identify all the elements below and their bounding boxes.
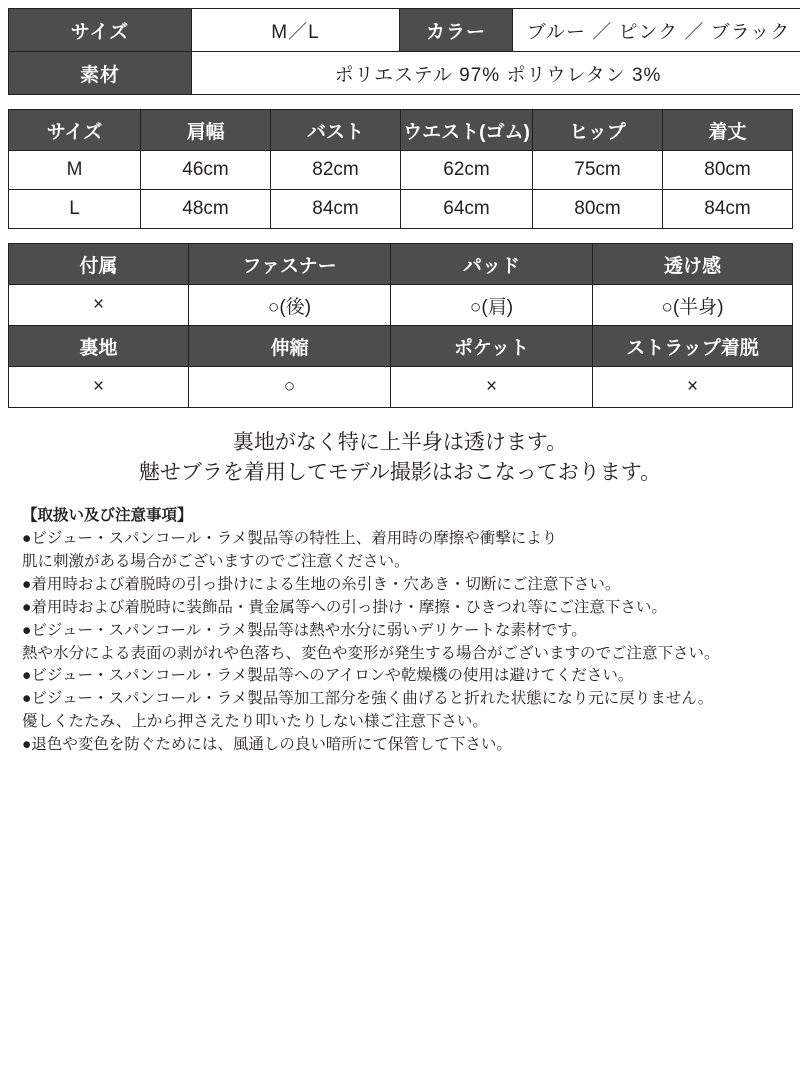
care-instruction-line: 優しくたたみ、上から押さえたり叩いたりしない様ご注意下さい。 <box>22 713 488 731</box>
feature-value-cell: ○(半身) <box>593 285 793 326</box>
feature-value-cell: × <box>593 367 793 408</box>
size-chart-table <box>8 109 793 229</box>
care-instruction-line: 肌に刺激がある場合がございますのでご注意ください。 <box>22 552 410 570</box>
size-chart-cell: 48cm <box>141 190 271 229</box>
table-row <box>9 285 793 326</box>
feature-header-cell: ポケット <box>391 326 593 367</box>
table-row <box>9 151 793 190</box>
feature-header-row <box>9 326 793 367</box>
size-chart-header-row <box>9 110 793 151</box>
care-instructions <box>8 505 792 757</box>
table-row <box>9 52 800 95</box>
size-chart-header-cell: 着丈 <box>663 110 793 151</box>
feature-value-cell: ○ <box>189 367 391 408</box>
size-chart-cell: L <box>9 190 141 229</box>
spec-label-material: 素材 <box>9 52 192 95</box>
size-chart-cell: 84cm <box>271 190 401 229</box>
care-instruction-line: ●ビジュー・スパンコール・ラメ製品等へのアイロンや乾燥機の使用は避けてください。 <box>22 667 634 685</box>
care-instruction-line: ●着用時および着脱時に装飾品・貴金属等への引っ掛け・摩擦・ひきつれ等にご注意下さい。 <box>22 598 667 616</box>
care-instruction-line: ●ビジュー・スパンコール・ラメ製品等の特性上、着用時の摩擦や衝撃により <box>22 529 558 547</box>
feature-value-cell: × <box>9 285 189 326</box>
size-chart-header-cell: ウエスト(ゴム) <box>401 110 533 151</box>
size-chart-cell: 46cm <box>141 151 271 190</box>
feature-header-cell: ファスナー <box>189 244 391 285</box>
size-chart-cell: 82cm <box>271 151 401 190</box>
care-instruction-line: ●着用時および着脱時の引っ掛けによる生地の糸引き・穴あき・切断にご注意下さい。 <box>22 575 621 593</box>
lead-note-line: 魅せブラを着用してモデル撮影はおこなっております。 <box>138 461 662 485</box>
feature-value-cell: × <box>9 367 189 408</box>
feature-value-cell: × <box>391 367 593 408</box>
feature-value-cell: ○(肩) <box>391 285 593 326</box>
spec-value-size: M／L <box>192 9 400 52</box>
size-chart-cell: 64cm <box>401 190 533 229</box>
care-instruction-line: 熱や水分による表面の剥がれや色落ち、変色や変形が発生する場合がございますのでご注意下さい。 <box>22 644 720 662</box>
feature-header-cell: ストラップ着脱 <box>593 326 793 367</box>
feature-header-cell: 裏地 <box>9 326 189 367</box>
feature-header-cell: 透け感 <box>593 244 793 285</box>
lead-notes <box>8 428 792 489</box>
table-row <box>9 9 800 52</box>
size-chart-cell: 80cm <box>663 151 793 190</box>
care-instruction-line: ●ビジュー・スパンコール・ラメ製品等は熱や水分に弱いデリケートな素材です。 <box>22 621 587 639</box>
size-chart-cell: 80cm <box>533 190 663 229</box>
spec-label-size: サイズ <box>9 9 192 52</box>
spec-value-material: ポリエステル 97% ポリウレタン 3% <box>192 52 800 95</box>
care-instructions-title: 【取扱い及び注意事項】 <box>22 506 193 524</box>
feature-header-cell: パッド <box>391 244 593 285</box>
feature-value-cell: ○(後) <box>189 285 391 326</box>
care-instruction-line: ●退色や変色を防ぐためには、風通しの良い暗所にて保管して下さい。 <box>22 736 512 754</box>
feature-header-cell: 付属 <box>9 244 189 285</box>
size-chart-header-cell: ヒップ <box>533 110 663 151</box>
size-chart-cell: 62cm <box>401 151 533 190</box>
size-chart-cell: M <box>9 151 141 190</box>
feature-table <box>8 243 793 408</box>
size-chart-cell: 75cm <box>533 151 663 190</box>
spec-summary-table <box>8 8 800 95</box>
size-chart-cell: 84cm <box>663 190 793 229</box>
spec-value-color: ブルー ／ ピンク ／ ブラック <box>513 9 800 52</box>
feature-header-cell: 伸縮 <box>189 326 391 367</box>
feature-header-row <box>9 244 793 285</box>
size-chart-header-cell: バスト <box>271 110 401 151</box>
lead-note-line: 裏地がなく特に上半身は透けます。 <box>232 431 568 454</box>
table-row <box>9 190 793 229</box>
spec-label-color: カラー <box>400 9 513 52</box>
size-chart-header-cell: サイズ <box>9 110 141 151</box>
size-chart-header-cell: 肩幅 <box>141 110 271 151</box>
table-row <box>9 367 793 408</box>
care-instruction-line: ●ビジュー・スパンコール・ラメ製品等加工部分を強く曲げると折れた状態になり元に戻りません。 <box>22 690 714 708</box>
